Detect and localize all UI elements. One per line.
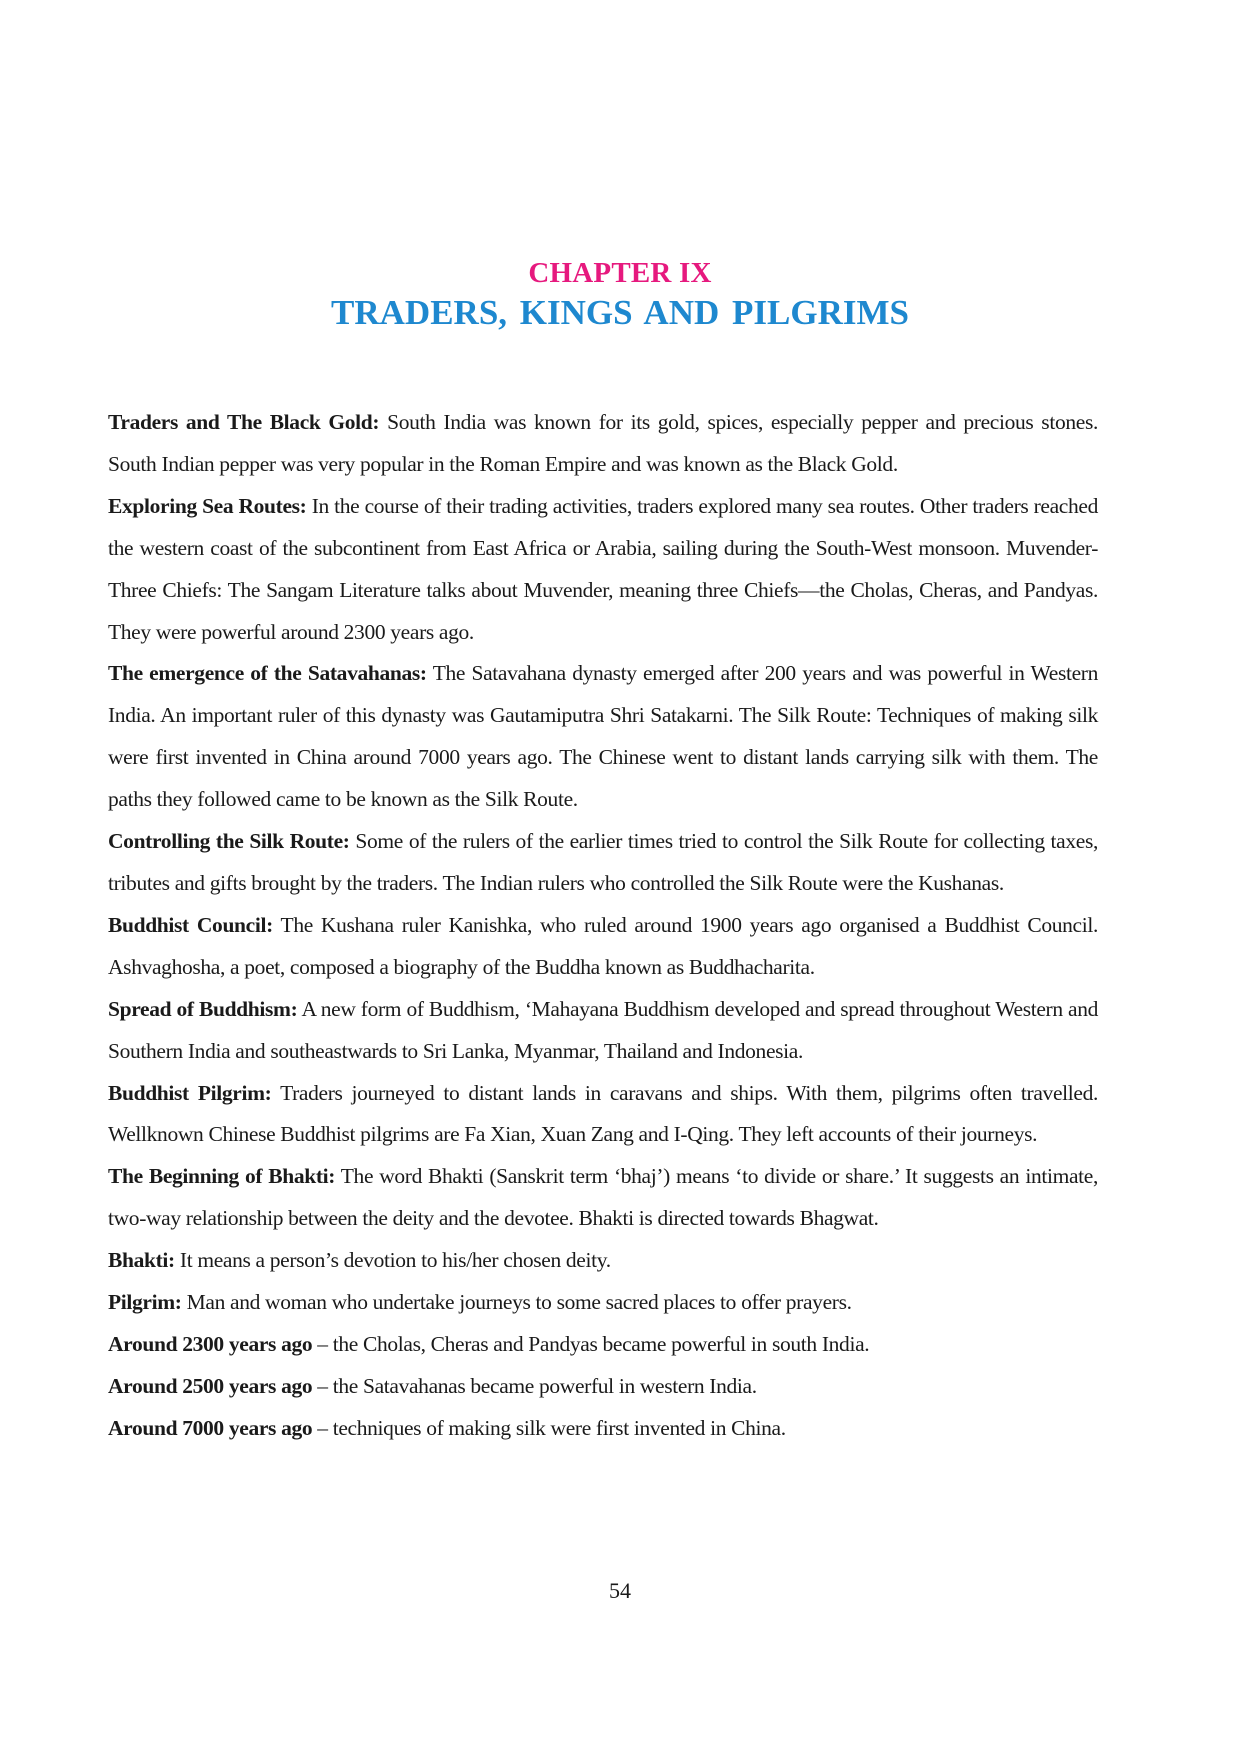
paragraph-beginning-of-bhakti: [108, 1156, 1098, 1240]
paragraph-traders-black-gold: [108, 402, 1098, 486]
paragraph-bhakti-definition: [108, 1240, 1098, 1282]
paragraph-text: A new form of Buddhism, ‘Mahayana Buddhism developed and spread throughout Western and Southern India and southeastwards to Sri Lanka, Myanmar, Thailand and Indonesia.: [108, 996, 1098, 1063]
paragraph-term: Spread of Buddhism:: [108, 996, 298, 1021]
paragraph-term: Around 7000 years ago: [108, 1415, 313, 1440]
timeline-item-2300-years: [108, 1324, 1098, 1366]
chapter-title: TRADERS, KINGS AND PILGRIMS: [331, 293, 909, 332]
paragraph-text: It means a person’s devotion to his/her chosen deity.: [174, 1248, 611, 1273]
paragraph-buddhist-pilgrim: [108, 1073, 1098, 1157]
paragraph-text: Man and woman who undertake journeys to some sacred places to offer prayers.: [181, 1290, 852, 1315]
paragraph-buddhist-council: [108, 905, 1098, 989]
paragraph-text: – techniques of making silk were first invented in China.: [312, 1415, 786, 1440]
paragraph-text: The Satavahana dynasty emerged after 200 years and was powerful in Western India. An important ruler of this dynasty was Gautamiputra Shri Satakarni. The Silk Route: Techniques of making silk were first invented in China around 7000 years ago. The Chinese went to distant lands carrying silk with them. The paths they followed came to be known as the Silk Route.: [108, 661, 1098, 812]
timeline-item-7000-years: [108, 1408, 1098, 1450]
paragraph-term: Around 2300 years ago: [108, 1331, 313, 1356]
paragraph-satavahanas: [108, 653, 1098, 821]
paragraph-exploring-sea-routes: [108, 486, 1098, 654]
paragraph-text: The Kushana ruler Kanishka, who ruled around 1900 years ago organised a Buddhist Council. Ashvaghosha, a poet, composed a biography of the Buddha known as Buddhacharita.: [108, 912, 1098, 979]
paragraph-text: The word Bhakti (Sanskrit term ‘bhaj’) means ‘to divide or share.’ It suggests an intimate, two-way relationship between the deity and the devotee. Bhakti is directed towards Bhagwat.: [108, 1164, 1099, 1231]
paragraph-text: Traders journeyed to distant lands in caravans and ships. With them, pilgrims often travelled. Wellknown Chinese Buddhist pilgrims are Fa Xian, Xuan Zang and I-Qing. They left accounts of their journeys.: [108, 1080, 1098, 1147]
paragraph-text: In the course of their trading activities, traders explored many sea routes. Other traders reached the western coast of the subcontinent from East Africa or Arabia, sailing during the South-West monsoon. Muvender-Three Chiefs: The Sangam Literature talks about Muvender, meaning three Chiefs—the Cholas, Cheras, and Pandyas. They were powerful around 2300 years ago.: [108, 493, 1098, 644]
paragraph-term: Pilgrim:: [108, 1290, 182, 1315]
paragraph-term: Buddhist Pilgrim:: [108, 1080, 272, 1105]
paragraph-silk-route: [108, 821, 1098, 905]
paragraph-pilgrim-definition: [108, 1282, 1098, 1324]
paragraph-text: – the Satavahanas became powerful in western India.: [312, 1373, 757, 1398]
paragraph-text: Some of the rulers of the earlier times tried to control the Silk Route for collecting taxes, tributes and gifts brought by the traders. The Indian rulers who controlled the Silk Route were the Kushanas.: [108, 829, 1099, 895]
timeline-item-2500-years: [108, 1366, 1098, 1408]
paragraph-term: Around 2500 years ago: [108, 1373, 313, 1398]
paragraph-term: Buddhist Council:: [108, 912, 273, 937]
paragraph-term: The emergence of the Satavahanas:: [108, 661, 427, 686]
paragraph-text: – the Cholas, Cheras and Pandyas became powerful in south India.: [312, 1331, 870, 1356]
paragraph-spread-of-buddhism: [108, 989, 1098, 1073]
chapter-header: [0, 255, 1240, 335]
page-number: 54: [609, 1578, 631, 1603]
paragraph-term: The Beginning of Bhakti:: [108, 1164, 336, 1189]
paragraph-term: Controlling the Silk Route:: [108, 829, 350, 854]
paragraph-term: Exploring Sea Routes:: [108, 493, 307, 518]
paragraph-term: Traders and The Black Gold:: [108, 410, 380, 434]
paragraph-text: South India was known for its gold, spices, especially pepper and precious stones. South Indian pepper was very popular in the Roman Empire and was known as the Black Gold.: [108, 410, 1098, 476]
chapter-body: [108, 402, 1098, 1450]
chapter-number: CHAPTER IX: [528, 257, 712, 289]
paragraph-term: Bhakti:: [108, 1248, 175, 1273]
